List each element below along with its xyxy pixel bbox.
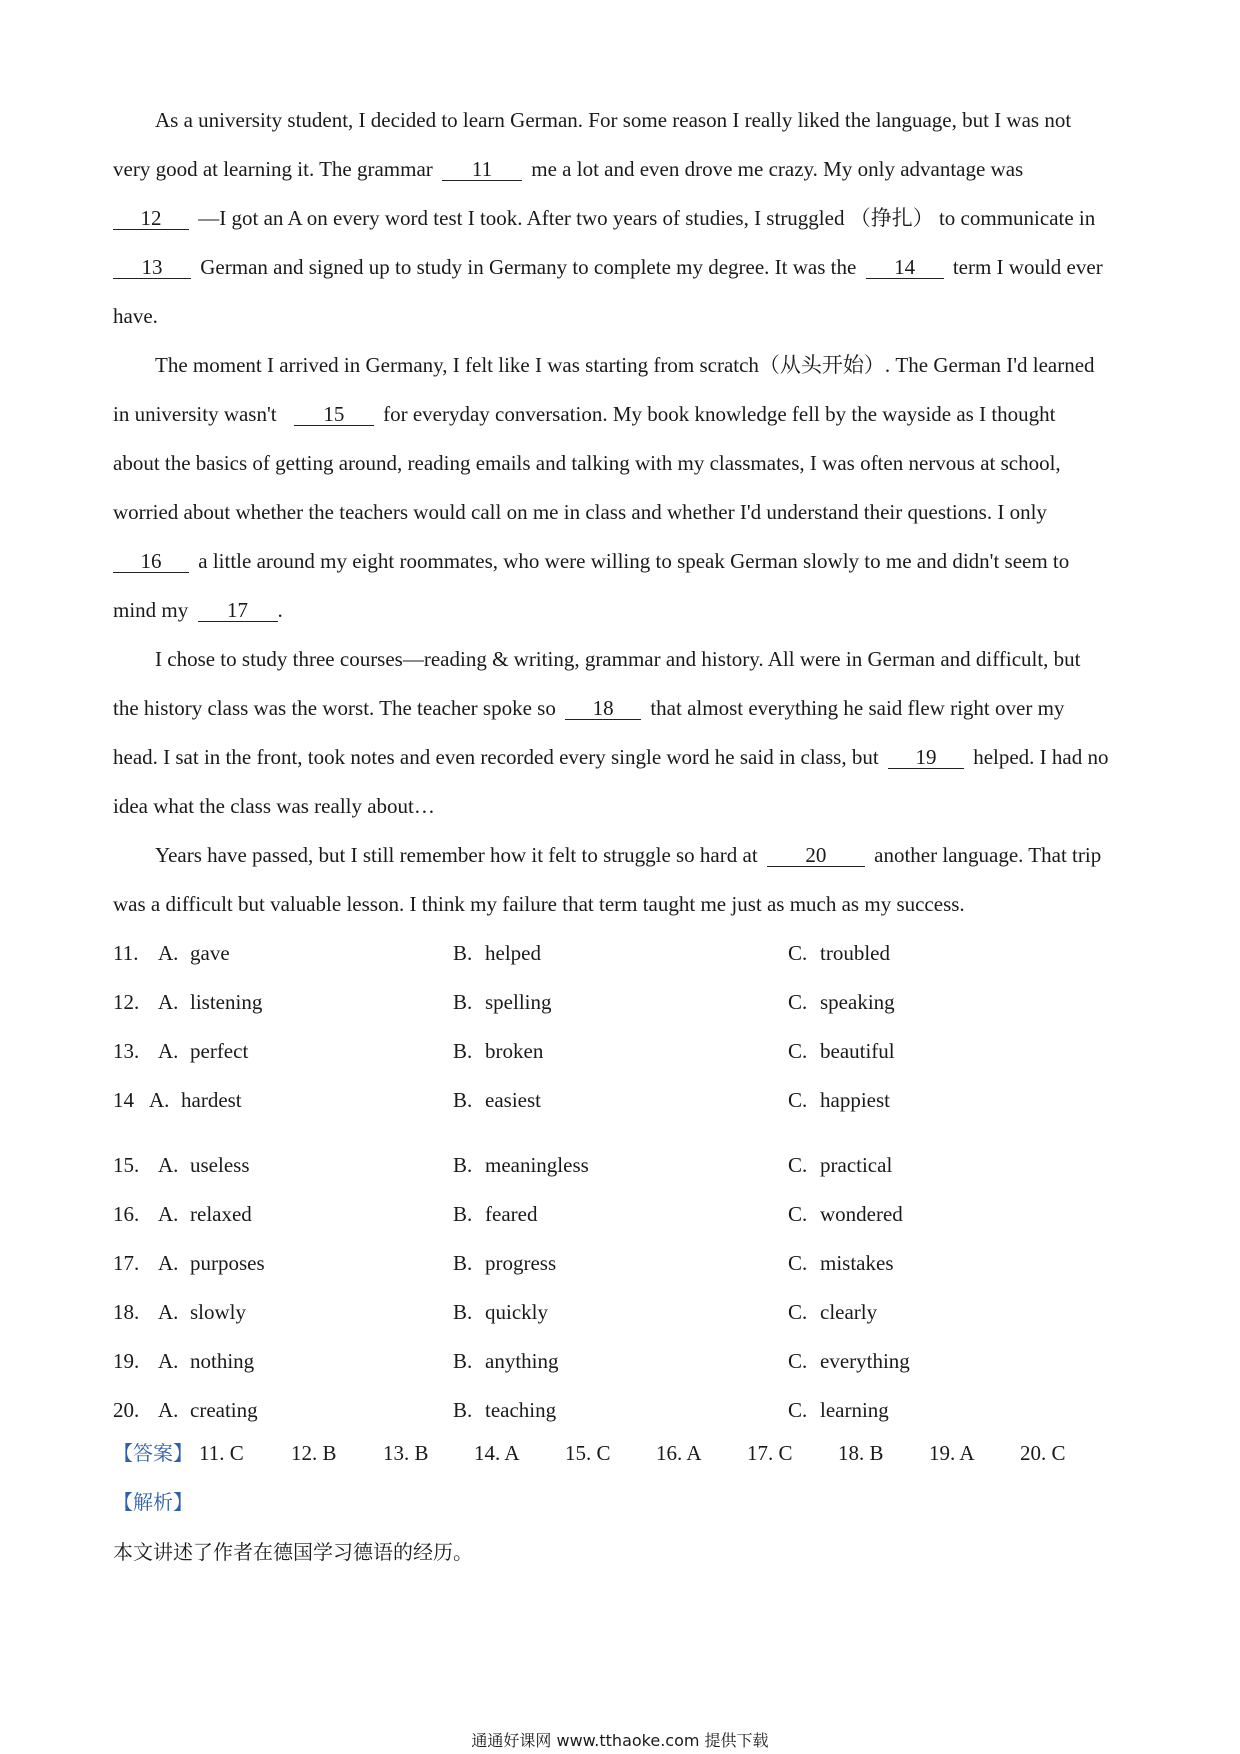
question-number: 13. — [113, 1039, 140, 1063]
option-text: speaking — [820, 990, 895, 1014]
option-text: spelling — [485, 990, 552, 1014]
text: mind my — [113, 598, 189, 622]
option-letter: A. — [158, 1251, 179, 1275]
option-c[interactable] — [788, 1346, 910, 1376]
blank-12[interactable]: 12 — [113, 207, 189, 230]
option-letter: B. — [453, 941, 473, 965]
text: have. — [113, 304, 158, 328]
question-number: 11. — [113, 941, 139, 965]
passage-line — [113, 341, 1133, 390]
option-letter: C. — [788, 1039, 808, 1063]
option-text: listening — [190, 990, 263, 1014]
blank-13[interactable]: 13 — [113, 256, 191, 279]
answer-item: 15. C — [565, 1441, 611, 1465]
text: head. I sat in the front, took notes and even recorded every single word he said in class, but — [113, 745, 879, 769]
option-letter: B. — [453, 1398, 473, 1422]
option-text: easiest — [485, 1088, 541, 1112]
question-number: 19. — [113, 1349, 140, 1373]
option-letter: C. — [788, 1202, 808, 1226]
question-row-17 — [113, 1248, 1133, 1278]
question-number: 20. — [113, 1398, 140, 1422]
option-text: nothing — [190, 1349, 255, 1373]
option-letter: A. — [158, 1202, 179, 1226]
answer-item: 16. A — [656, 1441, 702, 1465]
blank-14[interactable]: 14 — [866, 256, 944, 279]
text: helped. I had no — [973, 745, 1109, 769]
text: that almost everything he said flew right over my — [650, 696, 1065, 720]
option-text: hardest — [181, 1088, 242, 1112]
passage-line — [113, 96, 1133, 145]
question-row-16 — [113, 1199, 1133, 1229]
question-row-13 — [113, 1036, 1133, 1066]
analysis-tag: 【解析】 — [113, 1490, 193, 1514]
option-letter: A. — [158, 1153, 179, 1177]
option-text: purposes — [190, 1251, 265, 1275]
option-text: wondered — [820, 1202, 903, 1226]
text: for everyday conversation. My book knowledge fell by the wayside as I thought — [383, 402, 1056, 426]
answer-key — [113, 1438, 1133, 1468]
option-c[interactable] — [788, 1199, 903, 1229]
text: very good at learning it. The grammar — [113, 157, 433, 181]
option-text: feared — [485, 1202, 538, 1226]
answer-item: 18. B — [838, 1441, 884, 1465]
question-number: 16. — [113, 1202, 140, 1226]
text: in university wasn't — [113, 402, 277, 426]
text: idea what the class was really about… — [113, 794, 435, 818]
option-letter: B. — [453, 1251, 473, 1275]
option-letter: A. — [158, 1039, 179, 1063]
option-letter: A. — [158, 941, 179, 965]
blank-19[interactable]: 19 — [888, 746, 964, 769]
page-footer: 通通好课网 www.tthaoke.com 提供下载 — [471, 1731, 769, 1750]
option-letter: A. — [158, 990, 179, 1014]
option-letter: B. — [453, 990, 473, 1014]
option-text: happiest — [820, 1088, 890, 1112]
option-b[interactable] — [453, 1199, 537, 1229]
question-row-19 — [113, 1346, 1133, 1376]
option-text: teaching — [485, 1398, 557, 1422]
passage-line — [113, 684, 1133, 733]
option-text: slowly — [190, 1300, 247, 1324]
text: As a university student, I decided to learn German. For some reason I really liked the language, but I was not — [155, 108, 1072, 132]
option-c[interactable] — [788, 1085, 890, 1115]
question-row-15 — [113, 1150, 1133, 1180]
option-b[interactable] — [453, 1395, 556, 1425]
answer-item: 17. C — [747, 1441, 793, 1465]
option-b[interactable] — [453, 1085, 541, 1115]
option-c[interactable] — [788, 1297, 877, 1327]
option-letter: B. — [453, 1349, 473, 1373]
option-text: meaningless — [485, 1153, 589, 1177]
text: about the basics of getting around, reading emails and talking with my classmates, I was often nervous at school, — [113, 451, 1061, 475]
text: the history class was the worst. The teacher spoke so — [113, 696, 556, 720]
option-a[interactable] — [158, 938, 230, 968]
option-text: quickly — [485, 1300, 548, 1324]
passage-line — [113, 488, 1133, 537]
passage-line — [113, 194, 1133, 243]
blank-17[interactable]: 17 — [198, 599, 278, 622]
option-c[interactable] — [788, 1248, 894, 1278]
blank-15[interactable]: 15 — [294, 403, 374, 426]
answer-item: 19. A — [929, 1441, 975, 1465]
option-letter: A. — [149, 1088, 170, 1112]
option-b[interactable] — [453, 1297, 548, 1327]
passage-line — [113, 243, 1133, 292]
question-row-11 — [113, 938, 1133, 968]
option-a[interactable] — [158, 1395, 258, 1425]
question-number: 12. — [113, 990, 140, 1014]
text: another language. That trip — [874, 843, 1102, 867]
text: worried about whether the teachers would call on me in class and whether I'd understand their questions. I only — [113, 500, 1047, 524]
option-letter: B. — [453, 1039, 473, 1063]
passage-line — [113, 880, 1133, 929]
option-a[interactable] — [149, 1085, 242, 1115]
passage-line — [113, 733, 1133, 782]
option-letter: C. — [788, 1251, 808, 1275]
question-number: 17. — [113, 1251, 140, 1275]
text: . — [277, 598, 283, 622]
option-letter: B. — [453, 1153, 473, 1177]
option-letter: C. — [788, 1088, 808, 1112]
passage-line — [113, 831, 1133, 880]
option-letter: A. — [158, 1398, 179, 1422]
option-text: relaxed — [190, 1202, 252, 1226]
option-letter: A. — [158, 1300, 179, 1324]
analysis-summary: 本文讲述了作者在德国学习德语的经历。 — [113, 1540, 473, 1564]
passage-line — [113, 145, 1133, 194]
passage-line — [113, 292, 1133, 341]
option-letter: B. — [453, 1202, 473, 1226]
option-text: everything — [820, 1349, 910, 1373]
option-text: gave — [190, 941, 230, 965]
text: The moment I arrived in Germany, I felt like I was starting from scratch（从头开始）. The German I'd learned — [155, 353, 1095, 377]
option-letter: C. — [788, 1300, 808, 1324]
text: German and signed up to study in Germany to complete my degree. It was the — [200, 255, 857, 279]
question-row-12 — [113, 987, 1133, 1017]
option-c[interactable] — [788, 938, 890, 968]
option-c[interactable] — [788, 1150, 892, 1180]
option-text: learning — [820, 1398, 889, 1422]
passage-line — [113, 390, 1133, 439]
blank-20[interactable]: 20 — [767, 844, 865, 867]
option-text: creating — [190, 1398, 258, 1422]
option-text: troubled — [820, 941, 890, 965]
text: term I would ever — [952, 255, 1103, 279]
option-letter: C. — [788, 990, 808, 1014]
answer-item: 14. A — [474, 1441, 520, 1465]
option-letter: C. — [788, 1398, 808, 1422]
text: a little around my eight roommates, who were willing to speak German slowly to me and didn't seem to — [198, 549, 1070, 573]
option-text: clearly — [820, 1300, 878, 1324]
option-a[interactable] — [158, 1036, 248, 1066]
passage-line — [113, 586, 1133, 635]
option-b[interactable] — [453, 1036, 543, 1066]
cloze-passage — [113, 96, 1133, 929]
option-text: mistakes — [820, 1251, 894, 1275]
option-c[interactable] — [788, 987, 895, 1017]
text: Years have passed, but I still remember how it felt to struggle so hard at — [155, 843, 758, 867]
question-row-14 — [113, 1085, 1133, 1115]
option-text: anything — [485, 1349, 559, 1373]
passage-line — [113, 635, 1133, 684]
answer-item: 12. B — [291, 1441, 337, 1465]
option-b[interactable] — [453, 938, 541, 968]
option-letter: B. — [453, 1300, 473, 1324]
option-a[interactable] — [158, 1346, 254, 1376]
blank-16[interactable]: 16 — [113, 550, 189, 573]
text: me a lot and even drove me crazy. My only advantage was — [531, 157, 1024, 181]
option-letter: C. — [788, 1153, 808, 1177]
option-b[interactable] — [453, 987, 552, 1017]
question-row-20 — [113, 1395, 1133, 1425]
option-text: practical — [820, 1153, 893, 1177]
option-c[interactable] — [788, 1395, 889, 1425]
option-text: beautiful — [820, 1039, 895, 1063]
option-a[interactable] — [158, 1150, 250, 1180]
option-letter: C. — [788, 1349, 808, 1373]
option-letter: A. — [158, 1349, 179, 1373]
option-text: helped — [485, 941, 541, 965]
question-number: 15. — [113, 1153, 140, 1177]
option-a[interactable] — [158, 987, 262, 1017]
text: I chose to study three courses—reading & writing, grammar and history. All were in German and difficult, but — [155, 647, 1081, 671]
option-b[interactable] — [453, 1248, 556, 1278]
option-text: perfect — [190, 1039, 249, 1063]
answer-item: 20. C — [1020, 1441, 1066, 1465]
option-a[interactable] — [158, 1297, 246, 1327]
option-b[interactable] — [453, 1150, 589, 1180]
option-text: progress — [485, 1251, 557, 1275]
option-text: broken — [485, 1039, 544, 1063]
answer-tag: 【答案】 — [113, 1441, 193, 1465]
passage-line — [113, 782, 1133, 831]
option-c[interactable] — [788, 1036, 895, 1066]
answer-item: 13. B — [383, 1441, 429, 1465]
answer-item: 11. C — [199, 1441, 244, 1465]
passage-line — [113, 439, 1133, 488]
passage-line — [113, 537, 1133, 586]
text: was a difficult but valuable lesson. I think my failure that term taught me just as much as my success. — [113, 892, 965, 916]
option-text: useless — [190, 1153, 250, 1177]
option-b[interactable] — [453, 1346, 559, 1376]
question-number: 18. — [113, 1300, 140, 1324]
question-row-18 — [113, 1297, 1133, 1327]
option-letter: C. — [788, 941, 808, 965]
blank-18[interactable]: 18 — [565, 697, 641, 720]
option-letter: B. — [453, 1088, 473, 1112]
option-a[interactable] — [158, 1248, 265, 1278]
option-a[interactable] — [158, 1199, 252, 1229]
blank-11[interactable]: 11 — [442, 158, 522, 181]
text: —I got an A on every word test I took. After two years of studies, I struggled （挣扎） to communicate in — [198, 206, 1096, 230]
question-number: 14 — [113, 1088, 134, 1112]
